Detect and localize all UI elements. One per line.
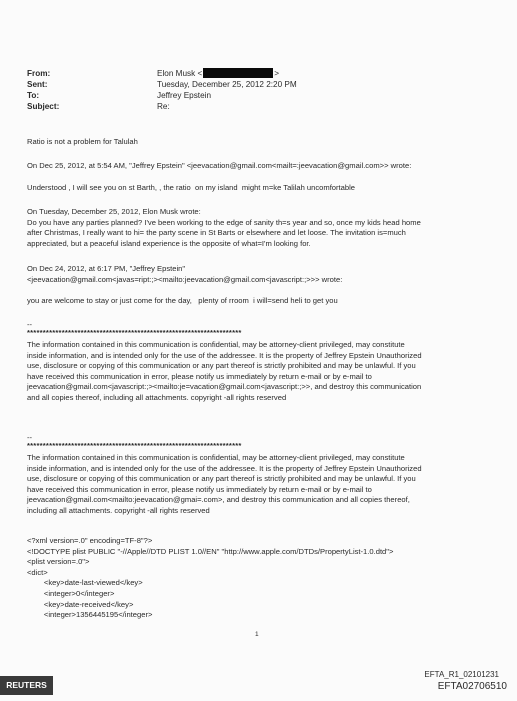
subject-row xyxy=(27,101,377,112)
page-number: 1 xyxy=(255,631,259,638)
asterisk-divider-1: ******************************************************************** xyxy=(27,328,242,337)
from-row xyxy=(27,68,377,79)
quoted-message-1: Understood , I will see you on st Barth, , the ratio on my island might m=ke Talilah uncomfortable xyxy=(27,183,356,192)
from-value: Elon Musk < > xyxy=(157,69,280,78)
sent-row xyxy=(27,79,377,90)
xml-plist-block: <?xml version=.0" encoding=TF-8"?> <!DOCTYPE plist PUBLIC "-//Apple//DTD PLIST 1.0//EN" "http://www.apple.com/DTDs/PropertyList-1.0.dtd"> <plist version=.0"> <dict> <key>date-last-viewed</key> <integer>0</integer> <key>date-received</key> <integer>1356445195</integer> xyxy=(27,536,394,620)
quoted-message-3: you are welcome to stay or just come for the day, plenty of rroom i will=send heli to get you xyxy=(27,296,338,305)
sent-label: Sent: xyxy=(27,80,48,89)
to-row xyxy=(27,90,377,101)
email-header xyxy=(27,68,377,112)
asterisk-divider-2: ******************************************************************** xyxy=(27,441,242,450)
quoted-message-2: On Tuesday, December 25, 2012, Elon Musk wrote: Do you have any parties planned? I've been working to the edge of sanity th=s year and so, once my kids head home after Christmas, I really want to hi= the party scene in St Barts or elsewhere and let loose. The invitation is=much appreciated, but a peaceful island experience is the opposite of what=I'm looking for. xyxy=(27,207,421,248)
efta-id-small: EFTA_R1_02101231 xyxy=(424,670,499,679)
to-value: Jeffrey Epstein xyxy=(157,91,212,100)
disclaimer-1: The information contained in this communication is confidential, may be attorney-client privileged, may constitute inside information, and is intended only for the use of the addressee. It is the property of Jeffrey Epstein Unauthorized use, disclosure or copying of this communication or any part thereof is strictly prohibited and may be unlawful. If you have received this communication in error, please notify us immediately by return e-mail or by e-mail to jeevacation@gmail.com<javascript:;><mailto:je=vacation@gmail.com<javascript:;>>, and destroy this communication and all copies thereof, including all attachments. copyright -all rights reserved xyxy=(27,340,422,402)
subject-value: Re: xyxy=(157,102,170,111)
quote-header-1: On Dec 25, 2012, at 5:54 AM, "Jeffrey Epstein" <jeevacation@gmail.com<mailt=:jeevacation@gmail.com>> wrote: xyxy=(27,161,412,170)
redaction-box xyxy=(203,68,273,78)
quote-header-2: On Dec 24, 2012, at 6:17 PM, "Jeffrey Epstein" <jeevacation@gmail.com<javas=ript:;><mailto:jeevacation@gmail.com<javascript:;>>> wrote: xyxy=(27,264,343,284)
from-label: From: xyxy=(27,69,51,78)
signature-dash-1: -- xyxy=(27,320,33,329)
disclaimer-2: The information contained in this communication is confidential, may be attorney-client privileged, may constitute inside information, and is intended only for the use of the addressee. It is the property of Jeffrey Epstein Unauthorized use, disclosure or copying of this communication or any part thereof is strictly prohibited and may be unlawful. If you have received this communication in error, please notify us immediately by return e-mail or by e-mail to jeevacation@gmail.com<mailto:jeevacation@gmai=.com>, and destroy this communication and all copies thereof, including all attachments. copyright -all rights reserved xyxy=(27,453,422,515)
efta-id-large: EFTA02706510 xyxy=(437,681,507,692)
reuters-watermark: REUTERS xyxy=(0,676,53,695)
reply-text: Ratio is not a problem for Talulah xyxy=(27,137,138,146)
to-label: To: xyxy=(27,91,40,100)
subject-label: Subject: xyxy=(27,102,60,111)
sent-value: Tuesday, December 25, 2012 2:20 PM xyxy=(157,80,297,89)
signature-dash-2: -- xyxy=(27,433,33,442)
